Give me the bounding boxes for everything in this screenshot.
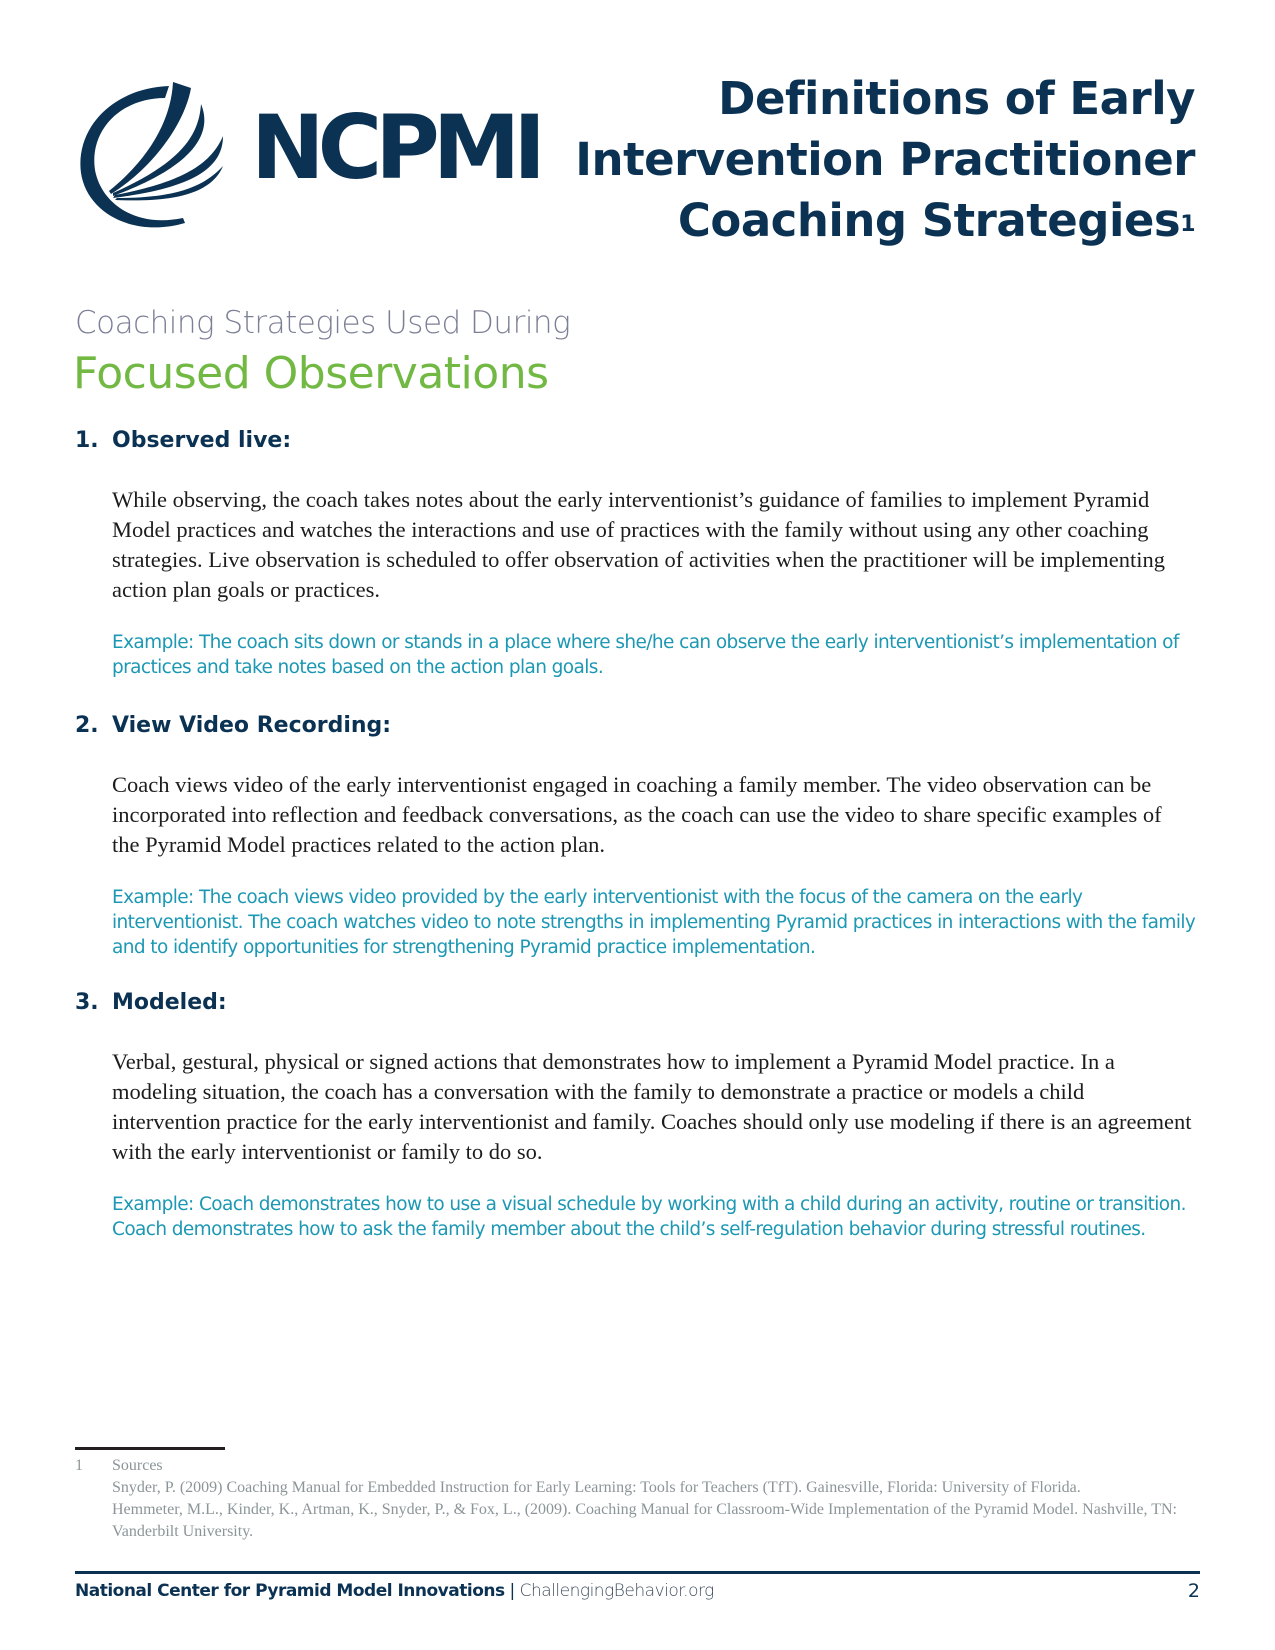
item-title: Observed live: <box>112 428 292 453</box>
page-number: 2 <box>1187 1580 1200 1602</box>
item-3-example: Example: Coach demonstrates how to use a visual schedule by working with a child during an activity, routine or transition. Coach demonstrates how to ask the family member about the child’s self-regulation behavior during stressful routines. <box>112 1194 1186 1240</box>
title-line-2: Intervention Practitioner <box>575 133 1195 186</box>
footer <box>75 1581 714 1601</box>
footnote-ref-1: Snyder, P. (2009) Coaching Manual for Embedded Instruction for Early Learning: Tools for Teachers (TfT). Gainesville, Florida: University of Florida. <box>112 1479 1081 1496</box>
item-number: 2. <box>75 713 99 738</box>
footnote-number: 1 <box>75 1457 83 1474</box>
item-1-example: Example: The coach sits down or stands in a place where she/he can observe the early interventionist’s implementation of practices and take notes based on the action plan goals. <box>112 632 1179 678</box>
item-2-body: Coach views video of the early interventionist engaged in coaching a family member. The video observation can be incorporated into reflection and feedback conversations, as the coach can use the video to share specific examples of the Pyramid Model practices related to the action plan. <box>112 772 1162 857</box>
globe-swoosh-icon <box>73 78 238 233</box>
item-number: 3. <box>75 990 99 1015</box>
section-heading: Focused Observations <box>73 348 549 399</box>
item-title: Modeled: <box>112 990 227 1015</box>
logo-wordmark: NCPMI <box>251 96 540 199</box>
footer-org-name: National Center for Pyramid Model Innovations <box>75 1581 505 1601</box>
title-line-3-text: Coaching Strategies <box>677 194 1181 247</box>
footnote-divider <box>75 1447 225 1450</box>
ncpmi-logo <box>73 78 540 233</box>
footer-website-link[interactable]: ChallengingBehavior.org <box>519 1581 714 1601</box>
footnote-ref-2: Hemmeter, M.L., Kinder, K., Artman, K., Snyder, P., & Fox, L., (2009). Coaching Manual for Classroom-Wide Implementation of the Pyramid Model. Nashville, TN: Vanderbilt University. <box>112 1501 1177 1540</box>
item-1-body: While observing, the coach takes notes about the early interventionist’s guidance of families to implement Pyramid Model practices and watches the interactions and use of practices with the family without using any other coaching strategies. Live observation is scheduled to offer observation of activities when the practitioner will be implementing action plan goals or practices. <box>112 487 1166 602</box>
title-line-1: Definitions of Early <box>718 72 1195 125</box>
page-title <box>575 68 1195 251</box>
footer-separator: | <box>509 1581 515 1601</box>
item-number: 1. <box>75 428 99 453</box>
item-title: View Video Recording: <box>112 713 392 738</box>
item-3-body: Verbal, gestural, physical or signed actions that demonstrates how to implement a Pyramid Model practice. In a modeling situation, the coach has a conversation with the family to demonstrate a practice or models a child intervention practice for the early interventionist and family. Coaches should only use modeling if there is an agreement with the early interventionist or family to do so. <box>112 1049 1192 1164</box>
footnote <box>75 1455 1200 1543</box>
item-3-heading <box>75 990 227 1015</box>
item-2-example: Example: The coach views video provided by the early interventionist with the focus of the camera on the early interventionist. The coach watches video to note strengths in implementing Pyramid practices in interactions with the family and to identify opportunities for strengthening Pyramid practice implementation. <box>112 887 1196 958</box>
item-1-heading <box>75 428 291 453</box>
footnote-ref[interactable]: 1 <box>1180 212 1195 237</box>
footer-divider <box>75 1571 1200 1574</box>
section-subheading: Coaching Strategies Used During <box>75 305 571 341</box>
item-2-heading <box>75 713 391 738</box>
title-line-3 <box>575 190 1195 251</box>
footnote-label: Sources <box>112 1457 163 1474</box>
